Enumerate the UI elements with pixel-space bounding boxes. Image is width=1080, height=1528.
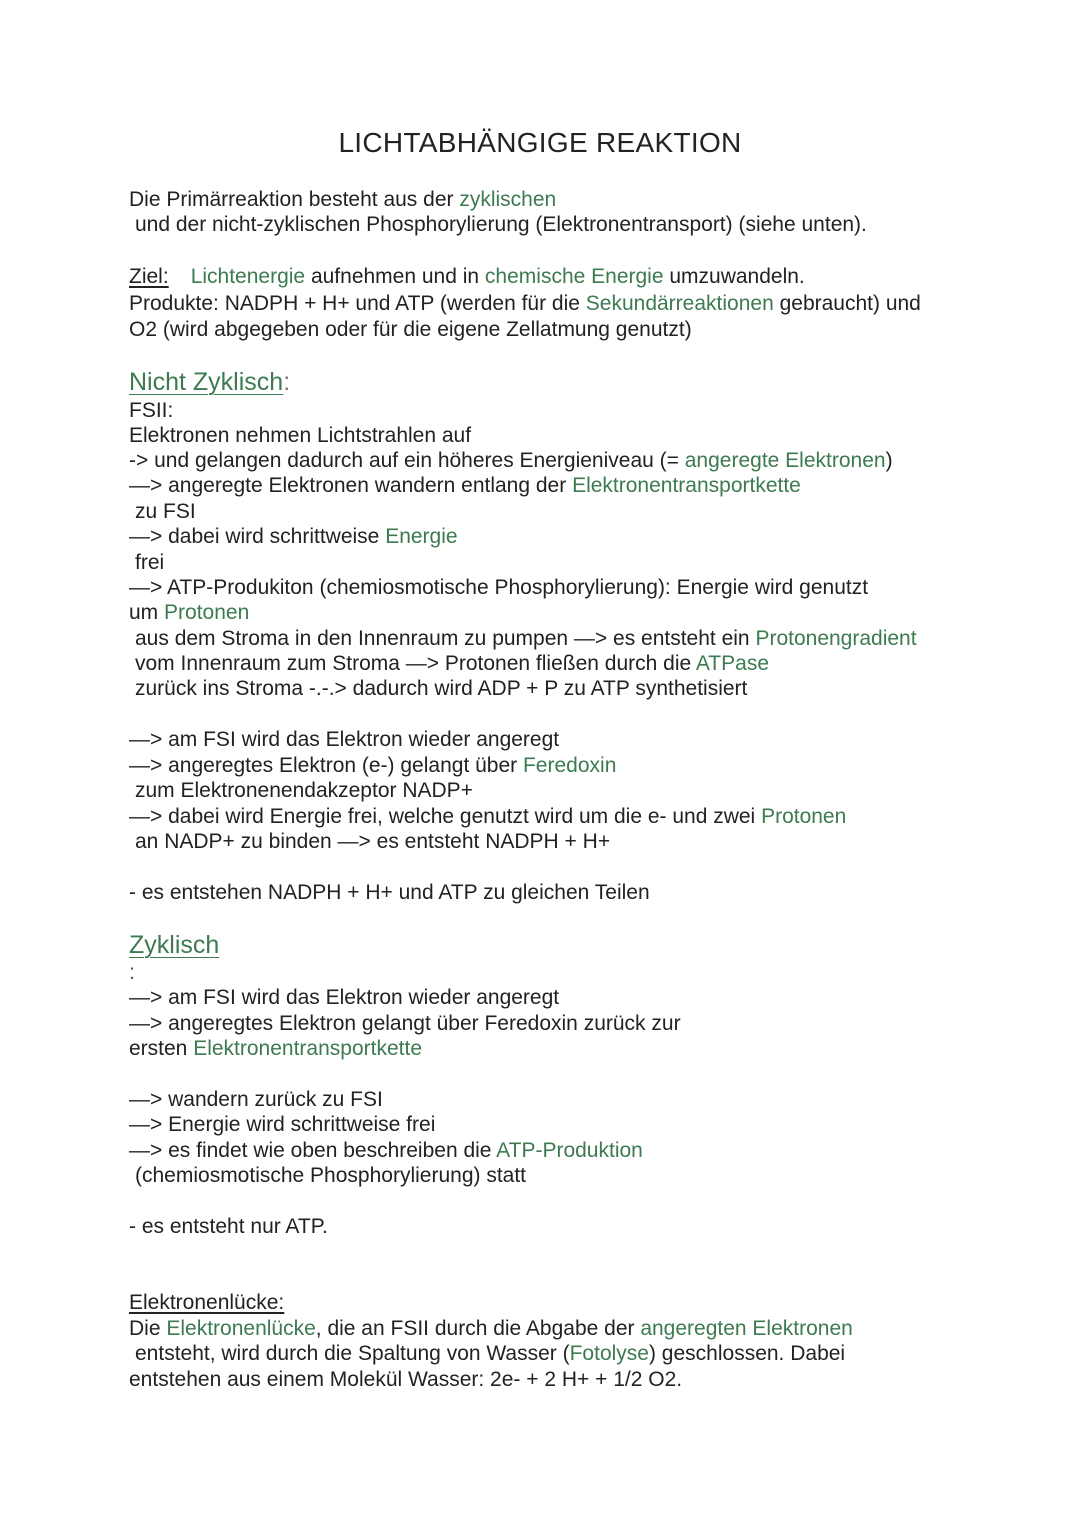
intro-line-1: Die Primärreaktion besteht aus der zyklischen — [129, 188, 557, 211]
term-protonen: Protonen — [164, 601, 250, 624]
term-atp-produktion: ATP-Produktion — [496, 1139, 643, 1162]
ziel-line: Ziel: Lichtenergie aufnehmen und in chemische Energie umzuwandeln. — [129, 265, 805, 288]
nz-line-7: —> ATP-Produkiton (chemiosmotische Phosphorylierung): Energie wird genutzt — [129, 576, 869, 599]
produkte-line-1: Produkte: NADPH + H+ und ATP (werden für die Sekundärreaktionen gebraucht) und — [129, 292, 921, 315]
z-line-4: —> wandern zurück zu FSI — [129, 1088, 383, 1111]
term-lichtenergie: Lichtenergie — [190, 265, 306, 288]
nz-line-11: zurück ins Stroma -.-.> dadurch wird ADP + P zu ATP synthetisiert — [135, 677, 748, 700]
el-line-3: entstehen aus einem Molekül Wasser: 2e- + 2 H+ + 1/2 O2. — [129, 1368, 683, 1391]
produkte-line-2: O2 (wird abgegeben oder für die eigene Zellatmung genutzt) — [129, 318, 692, 341]
ziel-label: Ziel: — [129, 265, 169, 288]
nz-line-9: aus dem Stroma in den Innenraum zu pumpen —> es entsteht ein Protonengradient — [135, 627, 917, 650]
nz-m-line-1: —> am FSI wird das Elektron wieder angeregt — [129, 728, 560, 751]
term-elektronentransportkette: Elektronentransportkette — [572, 474, 801, 497]
nz-line-10: vom Innenraum zum Stroma —> Protonen fließen durch die ATPase — [135, 652, 770, 675]
z-summary: - es entsteht nur ATP. — [129, 1215, 328, 1238]
intro-line-2: und der nicht-zyklischen Phosphorylierung (Elektronentransport) (siehe unten). — [135, 213, 867, 236]
term-sekundaerreaktionen: Sekundärreaktionen — [585, 292, 774, 315]
nz-line-3: —> angeregte Elektronen wandern entlang der Elektronentransportkette — [129, 474, 801, 497]
el-line-1: Die Elektronenlücke, die an FSII durch die Abgabe der angeregten Elektronen — [129, 1317, 853, 1340]
nz-line-8: um Protonen — [129, 601, 250, 624]
z-line-5: —> Energie wird schrittweise frei — [129, 1113, 436, 1136]
term-protonengradient: Protonengradient — [755, 627, 917, 650]
term-fotolyse: Fotolyse — [569, 1342, 649, 1365]
term-elektronentransportkette-2: Elektronentransportkette — [193, 1037, 422, 1060]
nz-line-6: frei — [135, 551, 165, 574]
z-line-3: ersten Elektronentransportkette — [129, 1037, 422, 1060]
term-chemische-energie: chemische Energie — [484, 265, 664, 288]
term-atpase: ATPase — [695, 652, 770, 675]
term-protonen-2: Protonen — [761, 805, 847, 828]
term-angeregten-elektronen: angeregten Elektronen — [640, 1317, 853, 1340]
z-line-2: —> angeregtes Elektron gelangt über Feredoxin zurück zur — [129, 1012, 681, 1035]
el-line-2: entsteht, wird durch die Spaltung von Wasser (Fotolyse) geschlossen. Dabei — [135, 1342, 846, 1365]
z-line-7: (chemiosmotische Phosphorylierung) statt — [135, 1164, 527, 1187]
term-energie: Energie — [385, 525, 458, 548]
z-line-1: —> am FSI wird das Elektron wieder angeregt — [129, 986, 560, 1009]
term-angeregte-elektronen: angeregte Elektronen — [684, 449, 886, 472]
nz-summary: - es entstehen NADPH + H+ und ATP zu gleichen Teilen — [129, 881, 650, 904]
z-line-6: —> es findet wie oben beschreiben die ATP-Produktion — [129, 1139, 643, 1162]
fsii-label: FSII: — [129, 399, 174, 422]
heading-nicht-zyklisch: Nicht Zyklisch: — [129, 368, 291, 396]
term-feredoxin: Feredoxin — [522, 754, 617, 777]
term-zyklischen: zyklischen — [459, 188, 557, 211]
nz-line-1: Elektronen nehmen Lichtstrahlen auf — [129, 424, 472, 447]
nz-m-line-4: —> dabei wird Energie frei, welche genutzt wird um die e- und zwei Protonen — [129, 805, 847, 828]
nz-line-2: -> und gelangen dadurch auf ein höheres Energieniveau (= angeregte Elektronen) — [129, 449, 893, 472]
heading-zyklisch: Zyklisch — [129, 931, 220, 959]
term-elektronenluecke: Elektronenlücke — [166, 1317, 316, 1340]
nz-line-5: —> dabei wird schrittweise Energie — [129, 525, 458, 548]
heading-elektronenluecke: Elektronenlücke: — [129, 1291, 285, 1314]
nz-line-4: zu FSI — [135, 500, 196, 523]
page-title: LICHTABHÄNGIGE REAKTION — [338, 127, 742, 158]
zyklisch-colon: : — [129, 961, 135, 984]
nz-m-line-2: —> angeregtes Elektron (e-) gelangt über Feredoxin — [129, 754, 617, 777]
nz-m-line-3: zum Elektronenendakzeptor NADP+ — [135, 779, 473, 802]
nz-m-line-5: an NADP+ zu binden —> es entsteht NADPH + H+ — [135, 830, 611, 853]
